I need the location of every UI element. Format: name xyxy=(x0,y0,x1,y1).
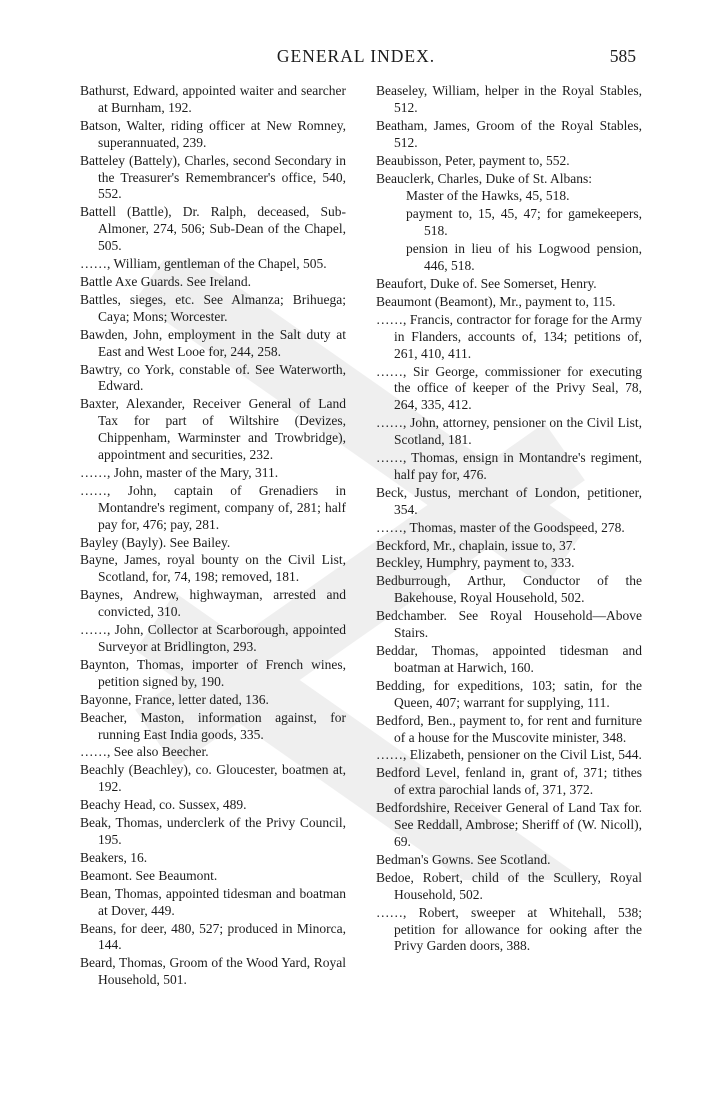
index-entry: Battell (Battle), Dr. Ralph, deceased, Sub-Almoner, 274, 506; Sub-Dean of the Chapel, 505. xyxy=(80,204,346,254)
index-entry: Beans, for deer, 480, 527; produced in Minorca, 144. xyxy=(80,920,346,953)
index-entry: Batson, Walter, riding officer at New Romney, superannuated, 239. xyxy=(80,117,346,150)
index-subentry: payment to, 15, 45, 47; for gamekeepers, 518. xyxy=(406,206,642,239)
page-number: 585 xyxy=(609,46,636,66)
index-entry: ……, Robert, sweeper at Whitehall, 538; petition for allowance for ooking after the Privy Garden doors, 388. xyxy=(376,904,642,954)
index-entry: Beddar, Thomas, appointed tidesman and boatman at Harwich, 160. xyxy=(376,643,642,675)
index-entry: ……, Thomas, ensign in Montandre's regiment, half pay for, 476. xyxy=(376,450,642,482)
index-entry: Bayonne, France, letter dated, 136. xyxy=(80,691,269,707)
index-column-right xyxy=(376,83,642,956)
index-entry: Beaumont (Beamont), Mr., payment to, 115. xyxy=(376,293,616,309)
index-entry: Beckley, Humphry, payment to, 333. xyxy=(376,555,575,571)
index-entry: Beamont. See Beaumont. xyxy=(80,867,218,883)
index-entry: Beachly (Beachley), co. Gloucester, boatmen at, 192. xyxy=(80,762,346,795)
index-entry: Beard, Thomas, Groom of the Wood Yard, Royal Household, 501. xyxy=(80,955,346,988)
index-entry: Bedchamber. See Royal Household—Above Stairs. xyxy=(376,608,642,641)
index-entry: ……, See also Beecher. xyxy=(80,744,209,760)
index-entry: Beaufort, Duke of. See Somerset, Henry. xyxy=(376,275,597,291)
index-entry: Baynton, Thomas, importer of French wines, petition signed by, 190. xyxy=(80,656,346,689)
index-entry: ……, William, gentleman of the Chapel, 505. xyxy=(80,256,327,272)
index-entry: Beakers, 16. xyxy=(80,849,148,865)
index-entry: Bedford, Ben., payment to, for rent and furniture of a house for the Muscovite minister, 348. xyxy=(376,712,642,745)
index-entry: ……, John, master of the Mary, 311. xyxy=(80,464,279,480)
index-entry: Battles, sieges, etc. See Almanza; Brihuega; Caya; Mons; Worcester. xyxy=(80,291,346,324)
index-entry: Beacher, Maston, information against, for running East India goods, 335. xyxy=(80,709,346,742)
index-entry: Beauclerk, Charles, Duke of St. Albans: xyxy=(376,170,592,186)
index-entry: ……, Thomas, master of the Goodspeed, 278. xyxy=(376,519,625,535)
index-column-left xyxy=(80,83,346,990)
index-entry: Beck, Justus, merchant of London, petitioner, 354. xyxy=(376,484,642,517)
index-entry: Batteley (Battely), Charles, second Secondary in the Treasurer's Remembrancer's office, 540, 552. xyxy=(80,152,346,202)
index-entry: ……, Sir George, commissioner for executing the office of keeper of the Privy Seal, 78, 264, 335, 412. xyxy=(376,363,642,413)
index-entry: Bedding, for expeditions, 103; satin, for the Queen, 407; warrant for supplying, 111. xyxy=(376,677,642,710)
index-entry: Bedfordshire, Receiver General of Land Tax for. See Reddall, Ambrose; Sheriff of (W. Nicoll), 69. xyxy=(376,800,642,849)
index-entry: Bawden, John, employment in the Salt duty at East and West Looe for, 244, 258. xyxy=(80,326,346,359)
index-entry: Baynes, Andrew, highwayman, arrested and convicted, 310. xyxy=(80,587,346,620)
index-entry: Bedford Level, fenland in, grant of, 371; tithes of extra parochial lands of, 371, 372. xyxy=(376,765,642,798)
index-entry: Baxter, Alexander, Receiver General of Land Tax for part of Wiltshire (Devizes, Chippenham, Warminster and Trowbridge), appointment and securities, 232. xyxy=(80,396,346,463)
index-entry: Bean, Thomas, appointed tidesman and boatman at Dover, 449. xyxy=(80,885,346,918)
index-entry: Battle Axe Guards. See Ireland. xyxy=(80,273,251,289)
index-entry: ……, John, attorney, pensioner on the Civil List, Scotland, 181. xyxy=(376,415,642,448)
index-entry: Beaseley, William, helper in the Royal Stables, 512. xyxy=(376,83,642,115)
index-entry: Bayne, James, royal bounty on the Civil List, Scotland, for, 74, 198; removed, 181. xyxy=(80,552,346,585)
index-subentry: Master of the Hawks, 45, 518. xyxy=(406,188,570,204)
index-entry: Bedburrough, Arthur, Conductor of the Bakehouse, Royal Household, 502. xyxy=(376,573,642,606)
index-entry: Bedman's Gowns. See Scotland. xyxy=(376,851,551,867)
index-entry: Bedoe, Robert, child of the Scullery, Royal Household, 502. xyxy=(376,869,642,902)
index-entry: Beckford, Mr., chaplain, issue to, 37. xyxy=(376,537,576,553)
index-entry: ……, Elizabeth, pensioner on the Civil List, 544. xyxy=(376,747,642,763)
index-entry: Bawtry, co York, constable of. See Waterworth, Edward. xyxy=(80,361,346,394)
index-entry: Beak, Thomas, underclerk of the Privy Council, 195. xyxy=(80,815,346,847)
index-entry: Bathurst, Edward, appointed waiter and searcher at Burnham, 192. xyxy=(80,83,346,115)
page-header xyxy=(76,46,636,70)
index-entry: Beachy Head, co. Sussex, 489. xyxy=(80,797,247,813)
index-entry: ……, John, captain of Grenadiers in Montandre's regiment, company of, 281; half pay for, 476; pay, 281. xyxy=(80,482,346,532)
index-entry: Beatham, James, Groom of the Royal Stables, 512. xyxy=(376,117,642,150)
index-entry: ……, Francis, contractor for forage for the Army in Flanders, accounts of, 134; petitions of, 261, 410, 411. xyxy=(376,311,642,361)
index-entry: Bayley (Bayly). See Bailey. xyxy=(80,534,231,550)
index-subentry: pension in lieu of his Logwood pension, 446, 518. xyxy=(406,241,642,274)
running-title: GENERAL INDEX. xyxy=(276,46,436,66)
index-entry: Beaubisson, Peter, payment to, 552. xyxy=(376,152,570,168)
index-entry: ……, John, Collector at Scarborough, appointed Surveyor at Bridlington, 293. xyxy=(80,622,346,654)
